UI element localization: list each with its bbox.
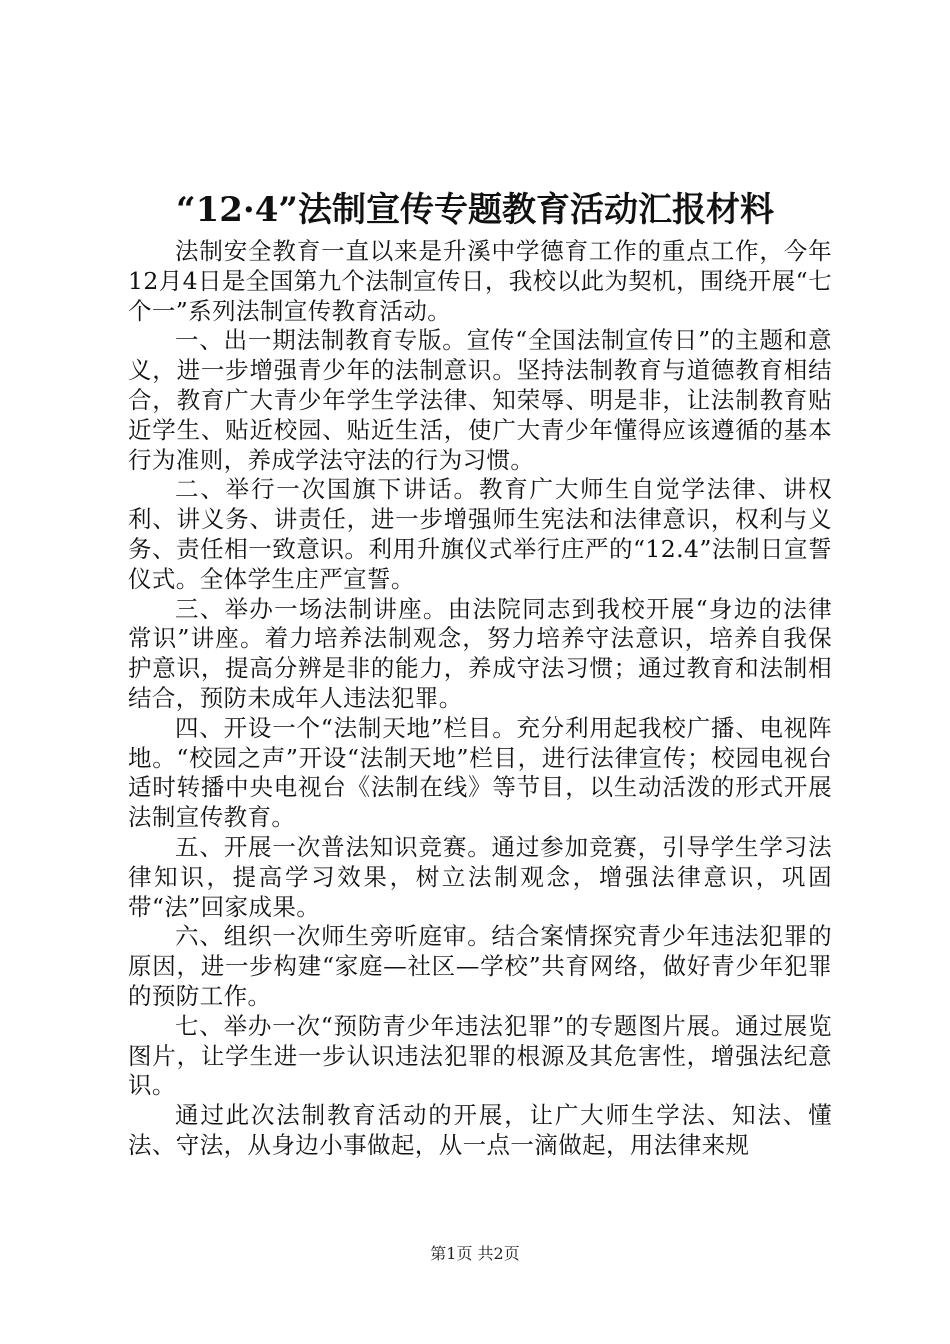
document-title: “12·4”法制宣传专题教育活动汇报材料	[176, 190, 774, 230]
paragraph-item-3: 三、举办一场法制讲座。由法院同志到我校开展“身边的法律常识”讲座。着力培养法制观念，努力培养守法意识，培养自我保护意识，提高分辨是非的能力，养成守法习惯；通过教育和法制相结合，预防未成年人违法犯罪。	[128, 594, 832, 712]
paragraph-item-6: 六、组织一次师生旁听庭审。结合案情探究青少年违法犯罪的原因，进一步构建“家庭—社区—学校”共育网络，做好青少年犯罪的预防工作。	[128, 922, 832, 1010]
paragraph-conclusion: 通过此次法制教育活动的开展，让广大师生学法、知法、懂法、守法，从身边小事做起，从一点一滴做起，用法律来规	[128, 1101, 832, 1159]
paragraph-intro: 法制安全教育一直以来是升溪中学德育工作的重点工作，今年12月4日是全国第九个法制宣传日，我校以此为契机，围绕开展“七个一”系列法制宣传教育活动。	[128, 237, 832, 325]
paragraph-item-7: 七、举办一次“预防青少年违法犯罪”的专题图片展。通过展览图片，让学生进一步认识违法犯罪的根源及其危害性，增强法纪意识。	[128, 1011, 832, 1100]
paragraph-item-2: 二、举行一次国旗下讲话。教育广大师生自觉学法律、讲权利、讲义务、讲责任，进一步增强师生宪法和法律意识，权利与义务、责任相一致意识。利用升旗仪式举行庄严的“12.4”法制日宣誓仪式。全体学生庄严宣誓。	[128, 475, 832, 593]
document-body	[128, 237, 832, 1161]
page-number-footer: 第1页 共2页	[430, 1244, 520, 1263]
paragraph-item-1: 一、出一期法制教育专版。宣传“全国法制宣传日”的主题和意义，进一步增强青少年的法制意识。坚持法制教育与道德教育相结合，教育广大青少年学生学法律、知荣辱、明是非，让法制教育贴近学生、贴近校园、贴近生活，使广大青少年懂得应该遵循的基本行为准则，养成学法守法的行为习惯。	[128, 326, 832, 474]
paragraph-item-4: 四、开设一个“法制天地”栏目。充分利用起我校广播、电视阵地。“校园之声”开设“法制天地”栏目，进行法律宣传；校园电视台适时转播中央电视台《法制在线》等节目，以生动活泼的形式开展法制宣传教育。	[128, 713, 832, 832]
paragraph-item-5: 五、开展一次普法知识竞赛。通过参加竞赛，引导学生学习法律知识，提高学习效果，树立法制观念，增强法律意识，巩固带“法”回家成果。	[128, 832, 832, 921]
